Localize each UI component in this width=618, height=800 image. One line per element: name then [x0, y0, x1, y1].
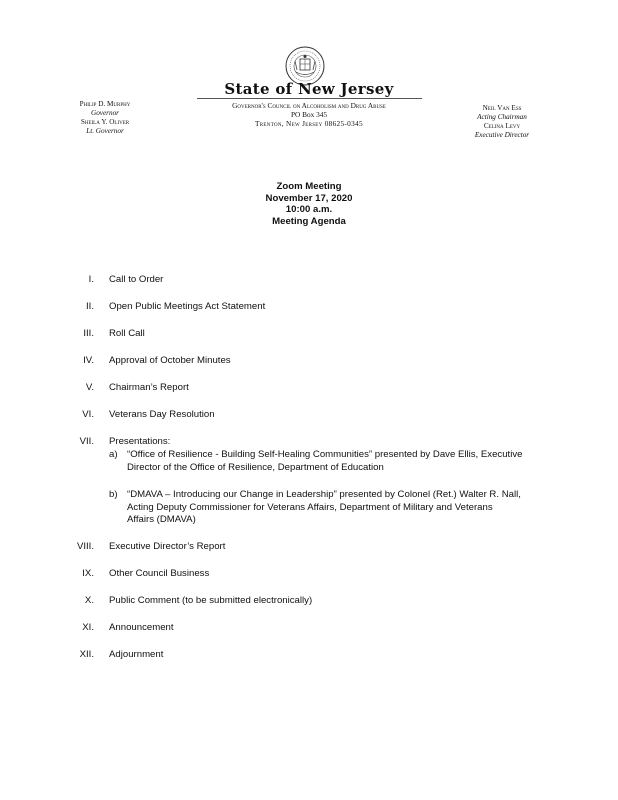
- agenda-number: XII.: [79, 649, 94, 660]
- agenda-number: VII.: [79, 436, 94, 447]
- meeting-heading: Meeting Agenda: [272, 215, 346, 227]
- agenda-number: III.: [83, 328, 94, 339]
- lt-governor-block: [45, 118, 165, 136]
- agenda-text: Approval of October Minutes: [109, 355, 231, 366]
- meeting-time: 10:00 a.m.: [285, 204, 333, 215]
- agenda-text: Open Public Meetings Act Statement: [109, 301, 266, 312]
- agenda-number: IV.: [83, 355, 94, 366]
- presentation-line: “DMAVA – Introducing our Change in Leadership” presented by Colonel (Ret.) Walter R. Nall,: [127, 489, 521, 500]
- agenda-number: X.: [84, 595, 94, 606]
- presentation-text: [127, 489, 597, 527]
- chairman-name: Neil Van Ess: [482, 104, 522, 112]
- lt-governor-title: Lt. Governor: [86, 127, 124, 135]
- presentation-letter: a): [109, 449, 118, 460]
- governor-block: [45, 100, 165, 118]
- meeting-type: Zoom Meeting: [276, 181, 342, 192]
- presentation-line: Director of the Office of Resilience, Department of Education: [127, 461, 384, 473]
- governor-title: Governor: [91, 109, 119, 117]
- lt-governor-name: Sheila Y. Oliver: [80, 118, 130, 126]
- council-name: Governor's Council on Alcoholism and Drug Abuse: [232, 101, 386, 110]
- meeting-title-block: [0, 181, 618, 227]
- letterhead-divider: [197, 98, 422, 99]
- agenda-number: XI.: [82, 622, 94, 633]
- agenda-text: Roll Call: [109, 328, 145, 339]
- po-box: PO Box 345: [290, 110, 328, 119]
- presentation-text: [127, 449, 597, 474]
- director-name: Celina Levy: [483, 122, 521, 130]
- chairman-title: Acting Chairman: [477, 113, 527, 121]
- chairman-block: [442, 104, 562, 122]
- address: Trenton, New Jersey 08625-0345: [255, 119, 363, 128]
- agenda-text: Public Comment (to be submitted electronically): [109, 595, 313, 606]
- director-block: [442, 122, 562, 140]
- agenda-number: VI.: [82, 409, 94, 420]
- state-title: State of New Jersey: [224, 80, 394, 98]
- agenda-text: Chairman’s Report: [109, 382, 189, 393]
- director-title: Executive Director: [474, 131, 530, 139]
- agenda-text: Other Council Business: [109, 568, 210, 579]
- presentation-line: Affairs (DMAVA): [127, 514, 196, 525]
- agenda-text: Announcement: [109, 622, 174, 633]
- presentation-line: Acting Deputy Commissioner for Veterans Affairs, Department of Military and Veterans: [127, 501, 493, 513]
- agenda-text: Presentations:: [109, 436, 171, 447]
- agenda-text: Call to Order: [109, 274, 164, 285]
- agenda-number: IX.: [82, 568, 94, 579]
- agenda-text: Adjournment: [109, 649, 164, 660]
- agenda-number: II.: [86, 301, 94, 312]
- agenda-text: Executive Director’s Report: [109, 541, 226, 552]
- agenda-text: Veterans Day Resolution: [109, 409, 215, 420]
- meeting-date: November 17, 2020: [265, 192, 353, 204]
- agenda-number: I.: [88, 274, 94, 285]
- presentation-letter: b): [109, 489, 118, 500]
- presentation-line: “Office of Resilience - Building Self-Healing Communities” presented by Dave Ellis, Executive: [127, 449, 523, 460]
- agenda-number: V.: [85, 382, 94, 393]
- agenda-number: VIII.: [76, 541, 94, 552]
- governor-name: Philip D. Murphy: [79, 100, 131, 108]
